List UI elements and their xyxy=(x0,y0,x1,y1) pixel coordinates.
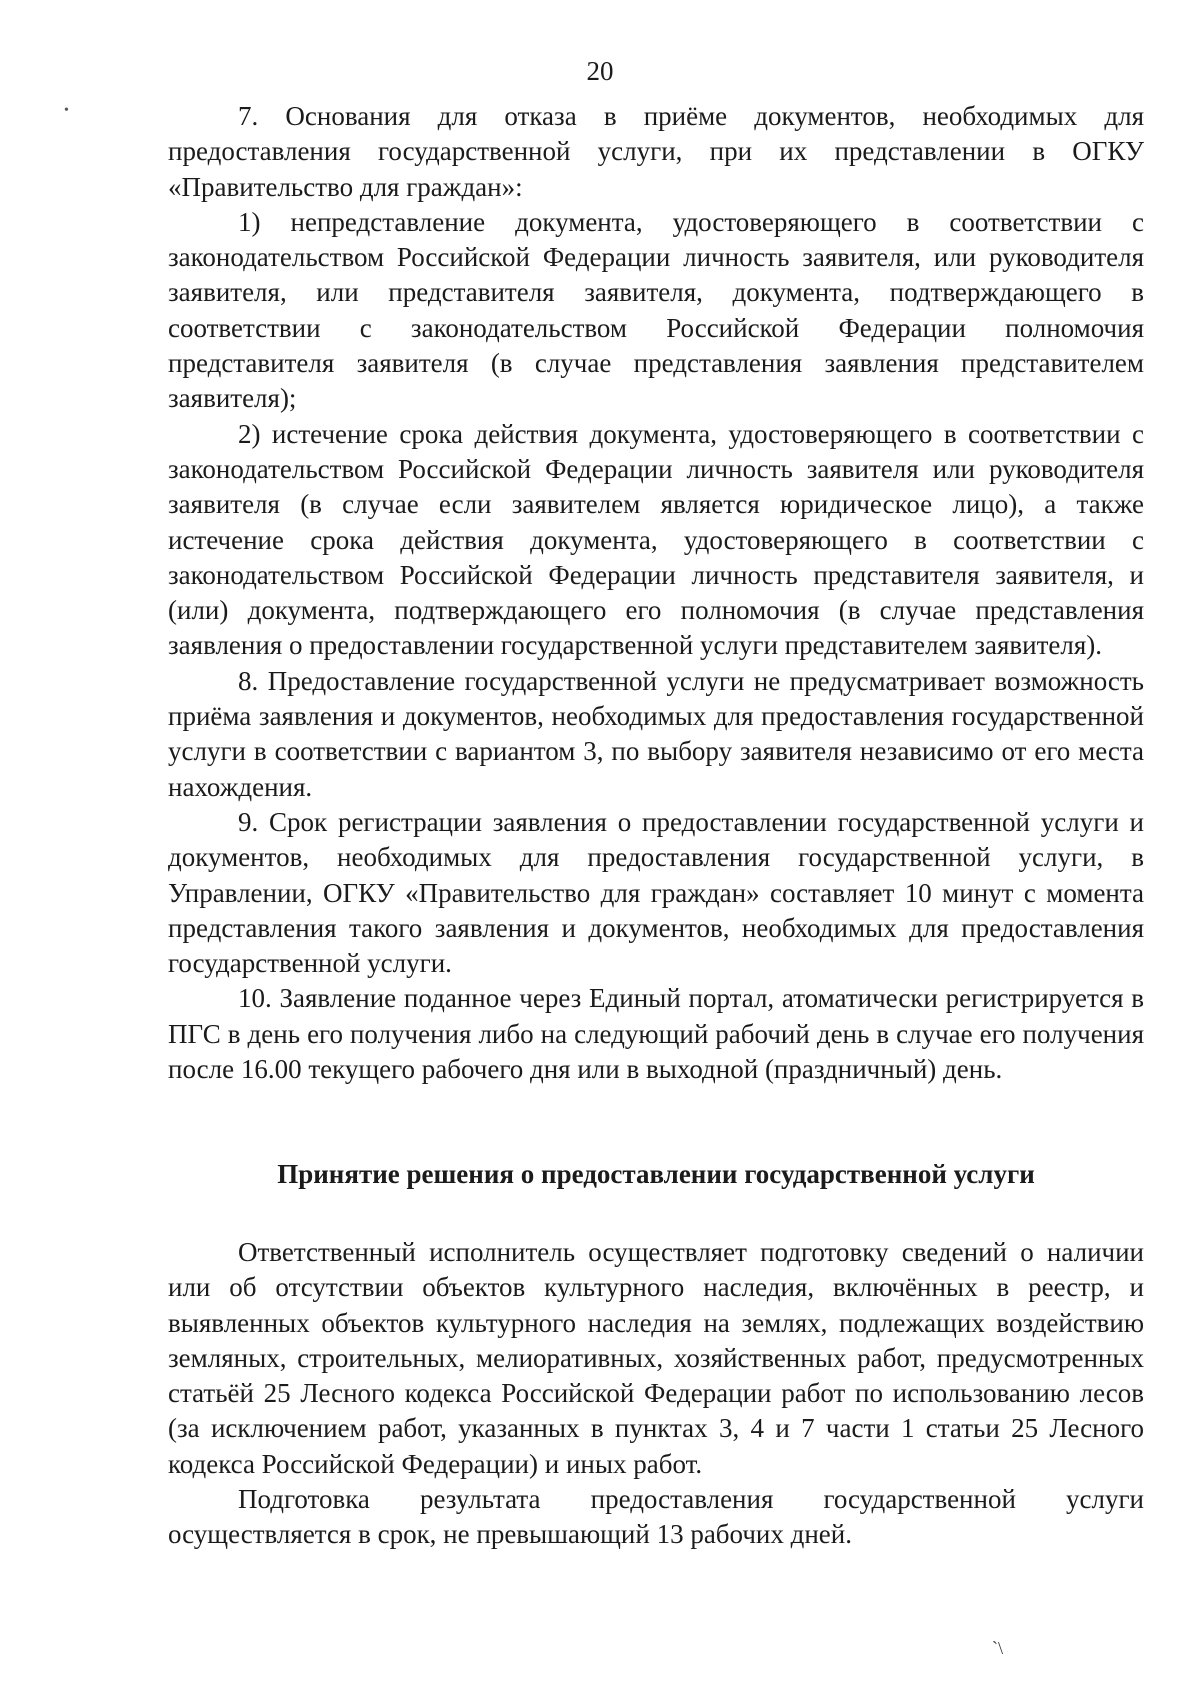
body-text-before-heading xyxy=(168,99,1144,1087)
body-text-after-heading xyxy=(168,1235,1144,1553)
paragraph-responsible-executor: Ответственный исполнитель осуществляет подготовку сведений о наличии или об отсутствии объектов культурного наследия, включённых в реестр, и выявленных объектов культурного наследия на землях, подлежащих воздействию земляных, строительных, мелиоративных, хозяйственных работ, предусмотренных статьёй 25 Лесного кодекса Российской Федерации работ по использованию лесов (за исключением работ, указанных в пунктах 3, 4 и 7 части 1 статьи 25 Лесного кодекса Российской Федерации) и иных работ. xyxy=(168,1237,1144,1479)
page-number: 20 xyxy=(586,56,614,86)
margin-dot-mark: • xyxy=(64,103,69,118)
paragraph-subitem-1: 1) непредставление документа, удостоверяющего в соответствии с законодательством Российской Федерации личность заявителя, или руководителя заявителя, или представителя заявителя, документа, подтверждающего в соответствии с законодательством Российской Федерации полномочия представителя заявителя (в случае представления заявления представителем заявителя); xyxy=(168,206,1144,414)
paragraph-item-10: 10. Заявление поданное через Единый портал, атоматически регистрируется в ПГС в день его получения либо на следующий рабочий день в случае его получения после 16.00 текущего рабочего дня или в выходной (праздничный) день. xyxy=(168,983,1144,1085)
handwritten-pen-mark: ˋ\ xyxy=(992,1638,1003,1658)
paragraph-item-8: 8. Предоставление государственной услуги не предусматривает возможность приёма заявления и документов, необходимых для предоставления государственной услуги в соответствии с вариантом 3, по выбору заявителя независимо от его места нахождения. xyxy=(168,665,1144,802)
section-heading: Принятие решения о предоставлении государственной услуги xyxy=(277,1159,1035,1189)
paragraph-preparation-term: Подготовка результата предоставления государственной услуги осуществляется в срок, не превышающий 13 рабочих дней. xyxy=(168,1484,1144,1550)
paragraph-subitem-2: 2) истечение срока действия документа, удостоверяющего в соответствии с законодательством Российской Федерации личность заявителя или руководителя заявителя (в случае если заявителем является юридическое лицо), а также истечение срока действия документа, удостоверяющего в соответствии с законодательством Российской Федерации личность представителя заявителя, и (или) документа, подтверждающего его полномочия (в случае представления заявления о предоставлении государственной услуги представителем заявителя). xyxy=(168,418,1144,661)
paragraph-item-9: 9. Срок регистрации заявления о предоставлении государственной услуги и документов, необходимых для предоставления государственной услуги, в Управлении, ОГКУ «Правительство для граждан» составляет 10 минут с момента представления такого заявления и документов, необходимых для предоставления государственной услуги. xyxy=(168,806,1144,979)
paragraph-item-7: 7. Основания для отказа в приёме документов, необходимых для предоставления государственной услуги, при их представлении в ОГКУ «Правительство для граждан»: xyxy=(168,101,1144,202)
